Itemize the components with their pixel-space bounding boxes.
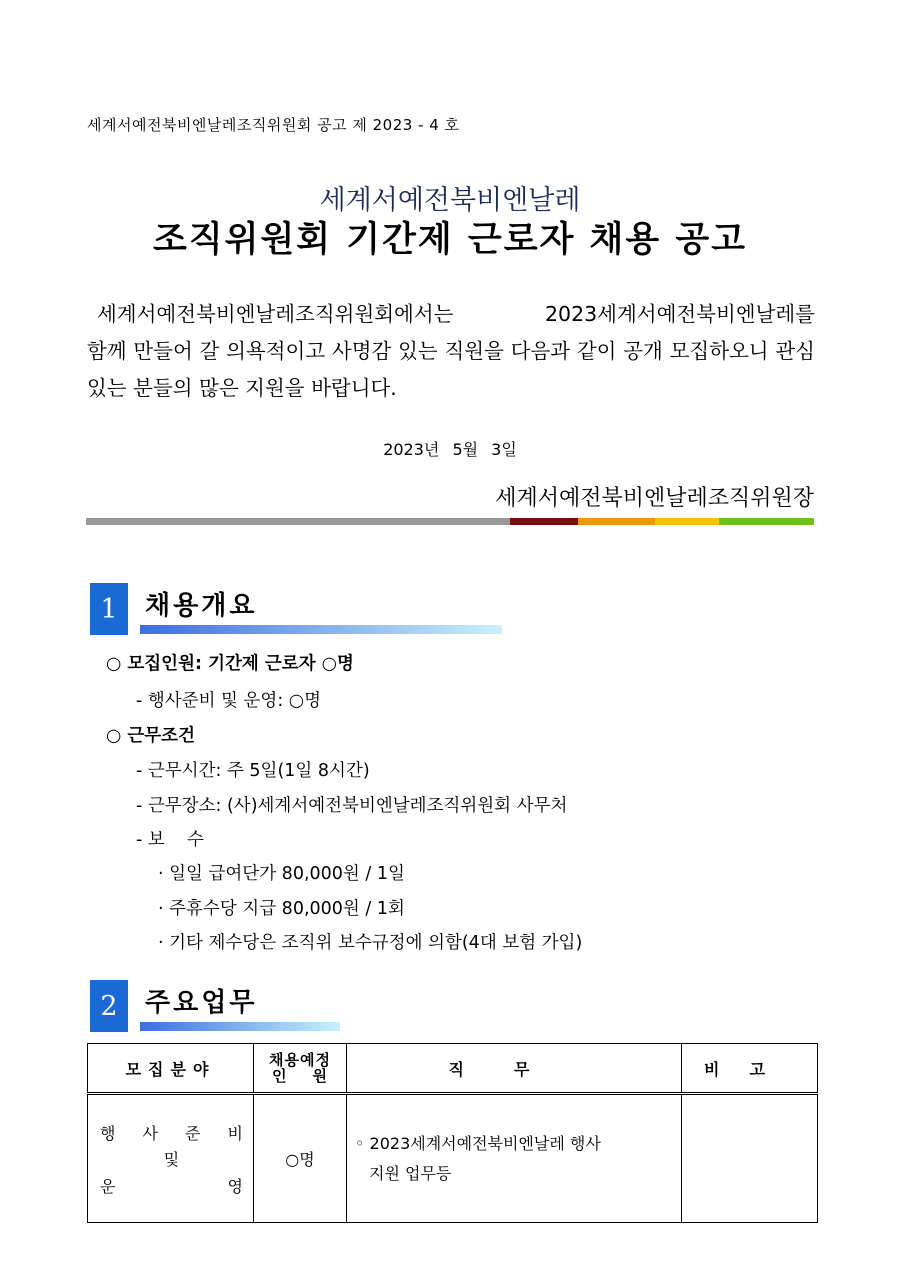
header-field: 모집분야 (88, 1044, 254, 1094)
section-title-1: 채용개요 (145, 591, 258, 621)
header-duty: 직무 (347, 1044, 682, 1094)
table-header-row (88, 1044, 818, 1094)
header-count-line-2: 인 원 (272, 1067, 328, 1085)
field-char: 영 (227, 1176, 243, 1196)
work-place: - 근무장소: (사)세계서예전북비엔날레조직위원회 사무처 (136, 796, 568, 816)
cell-count: ○명 (254, 1094, 347, 1223)
section-number-1: 1 (90, 583, 128, 635)
recruit-label: ○ 모집인원: 기간제 근로자 ○명 (106, 654, 354, 674)
duty-table (87, 1043, 818, 1223)
divider-maroon (510, 518, 578, 525)
cell-note (682, 1094, 818, 1223)
signer: 세계서예전북비엔날레조직위원장 (495, 486, 814, 511)
title-logo-text: 세계서예전북비엔날레 (319, 185, 581, 216)
recruit-detail: - 행사준비 및 운영: ○명 (136, 691, 321, 711)
field-char: 운 (100, 1176, 116, 1196)
pay-other: · 기타 제수당은 조직위 보수규정에 의함(4대 보험 가입) (158, 933, 583, 953)
field-char: 비 (227, 1123, 243, 1143)
notice-date: 2023년 5월 3일 (383, 440, 517, 459)
divider-yellow (655, 518, 719, 525)
section-title-2: 주요업무 (145, 988, 258, 1018)
cell-duty (347, 1094, 682, 1223)
color-divider (86, 518, 814, 525)
page-title: 조직위원회 기간제 근로자 채용 공고 (153, 220, 747, 260)
section-number-2: 2 (90, 980, 128, 1032)
intro-paragraph (87, 296, 815, 407)
cell-field (88, 1094, 254, 1223)
intro-line-1: 세계서예전북비엔날레조직위원회에서는 2023세계서예전북비엔날레를 (97, 302, 815, 326)
conditions-label: ○ 근무조건 (106, 726, 195, 746)
work-hours: - 근무시간: 주 5일(1일 8시간) (136, 761, 370, 781)
notice-number: 세계서예전북비엔날레조직위원회 공고 제 2023 - 4 호 (87, 116, 460, 134)
field-char: 사 (142, 1123, 158, 1143)
header-count (254, 1044, 347, 1094)
table-row (88, 1094, 818, 1223)
divider-gray (86, 518, 510, 525)
section-underline-1 (140, 625, 502, 634)
field-mid: 및 (163, 1150, 180, 1169)
header-note: 비고 (682, 1044, 818, 1094)
field-char: 행 (100, 1123, 116, 1143)
divider-green (719, 518, 814, 525)
pay-label: - 보 수 (136, 830, 204, 850)
pay-weekly: · 주휴수당 지급 80,000원 / 1회 (158, 899, 405, 919)
intro-rest: 함께 만들어 갈 의욕적이고 사명감 있는 직원을 다음과 같이 공개 모집하오니 관심 있는 분들의 많은 지원을 바랍니다. (87, 339, 815, 400)
duty-line-1: ◦ 2023세계서예전북비엔날레 행사 (355, 1133, 601, 1153)
duty-line-2: 지원 업무등 (369, 1163, 452, 1183)
section-underline-2 (140, 1022, 340, 1031)
header-count-line-1: 채용예정 (269, 1051, 331, 1069)
field-char: 준 (185, 1123, 201, 1143)
divider-orange (578, 518, 655, 525)
pay-daily: · 일일 급여단가 80,000원 / 1일 (158, 864, 405, 884)
